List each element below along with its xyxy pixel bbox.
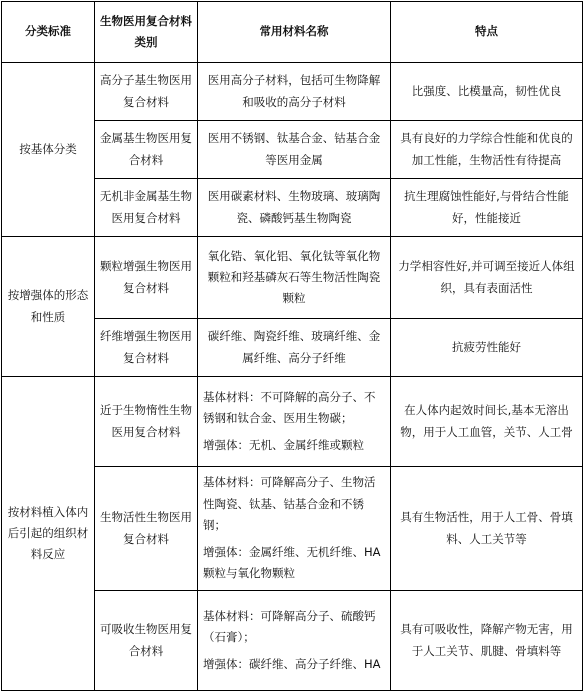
category-cell: 高分子基生物医用复合材料: [95, 63, 198, 121]
header-materials: 常用材料名称: [198, 2, 391, 63]
materials-cell: 医用碳素材料、生物玻璃、玻璃陶瓷、磷酸钙基生物陶瓷: [198, 179, 391, 237]
category-cell: 近于生物惰性生物医用复合材料: [95, 377, 198, 467]
materials-cell: [198, 377, 391, 467]
reinforcement-text: 增强体：金属纤维、无机纤维、HA颗粒与氧化物颗粒: [203, 545, 381, 581]
materials-cell: 碳纤维、陶瓷纤维、玻璃纤维、金属纤维、高分子纤维: [198, 319, 391, 377]
category-cell: 可吸收生物医用复合材料: [95, 591, 198, 691]
category-cell: 颗粒增强生物医用复合材料: [95, 237, 198, 319]
category-cell: 无机非金属基生物医用复合材料: [95, 179, 198, 237]
criterion-cell: 按增强体的形态和性质: [2, 237, 95, 377]
materials-classification-table: [1, 1, 583, 691]
category-cell: 生物活性生物医用复合材料: [95, 467, 198, 591]
matrix-material-text: 基体材料：可降解高分子、生物活性陶瓷、钛基、钴基合金和不锈钢；: [203, 475, 376, 532]
table-row: [2, 377, 583, 467]
materials-cell: 氧化锆、氧化铝、氧化钛等氧化物颗粒和羟基磷灰石等生物活性陶瓷颗粒: [198, 237, 391, 319]
table-row: [2, 237, 583, 319]
features-cell: 在人体内起效时间长,基本无溶出物，用于人工血管，关节、人工骨: [391, 377, 583, 467]
features-cell: 具有生物活性，用于人工骨、骨填料、人工关节等: [391, 467, 583, 591]
features-cell: 具有良好的力学综合性能和优良的加工性能，生物活性有待提高: [391, 121, 583, 179]
header-row: [2, 2, 583, 63]
category-cell: 纤维增强生物医用复合材料: [95, 319, 198, 377]
criterion-cell: 按材料植入体内后引起的组织材料反应: [2, 377, 95, 691]
header-criterion: 分类标准: [2, 2, 95, 63]
materials-cell: [198, 467, 391, 591]
category-cell: 金属基生物医用复合材料: [95, 121, 198, 179]
matrix-material-text: 基体材料：可降解高分子、硫酸钙（石膏）；: [203, 608, 376, 644]
features-cell: 抗生理腐蚀性能好,与骨结合性能好，性能接近: [391, 179, 583, 237]
materials-cell: 医用不锈钢、钛基合金、钴基合金等医用金属: [198, 121, 391, 179]
criterion-cell: 按基体分类: [2, 63, 95, 237]
features-cell: 抗疲劳性能好: [391, 319, 583, 377]
features-cell: 比强度、比模量高，韧性优良: [391, 63, 583, 121]
reinforcement-text: 增强体：无机、金属纤维或颗粒: [203, 438, 364, 453]
features-cell: 力学相容性好,并可调至接近人体组织，具有表面活性: [391, 237, 583, 319]
materials-cell: 医用高分子材料，包括可生物降解和吸收的高分子材料: [198, 63, 391, 121]
features-cell: 具有可吸收性，降解产物无害，用于人工关节、肌腱、骨填料等: [391, 591, 583, 691]
matrix-material-text: 基体材料：不可降解的高分子、不锈钢和钛合金、医用生物碳；: [203, 389, 376, 425]
reinforcement-text: 增强体：碳纤维、高分子纤维、HA: [203, 657, 381, 672]
table-row: [2, 63, 583, 121]
materials-cell: [198, 591, 391, 691]
header-category: 生物医用复合材料类别: [95, 2, 198, 63]
header-features: 特点: [391, 2, 583, 63]
